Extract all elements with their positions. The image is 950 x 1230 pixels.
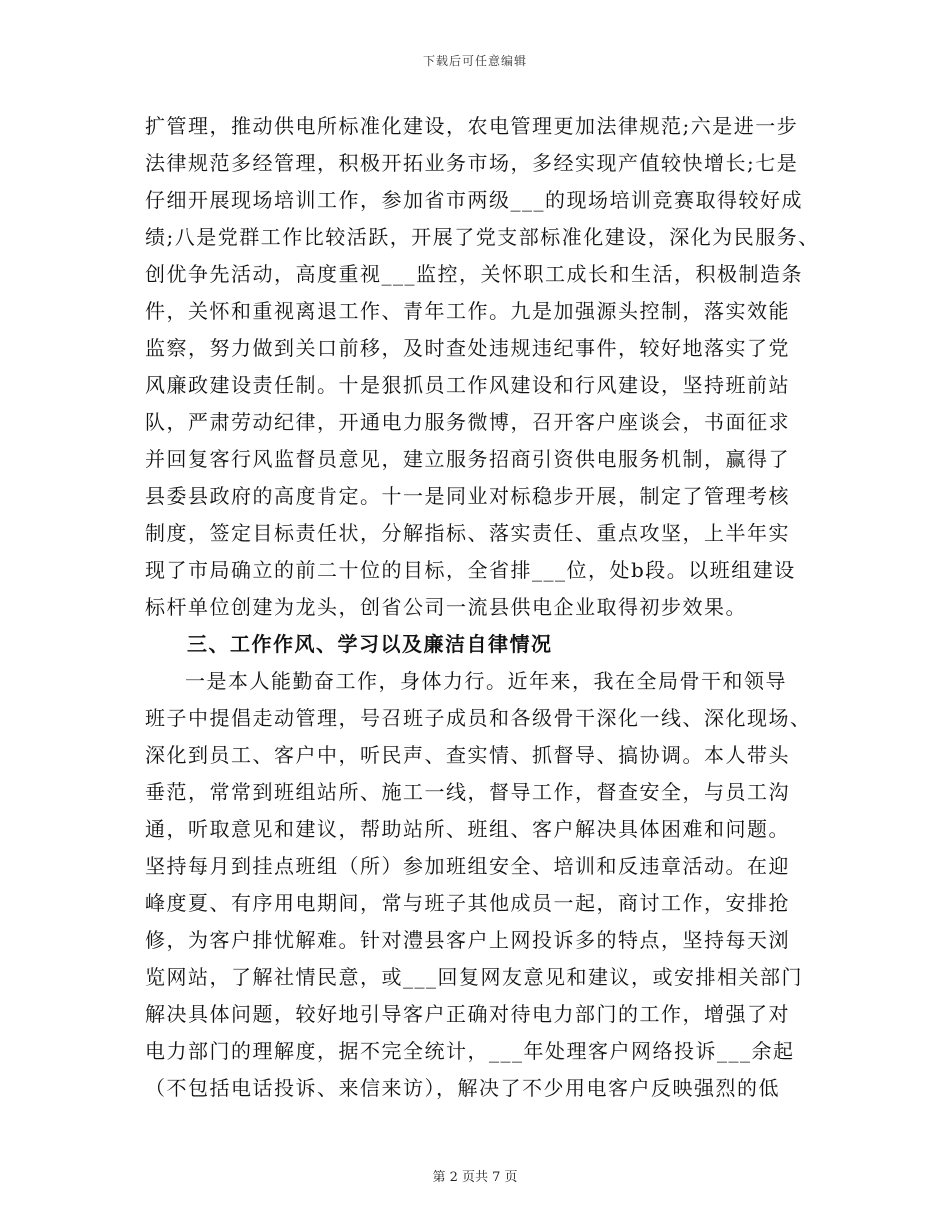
section-line: 坚持每月到挂点班组（所）参加班组安全、培训和反违章活动。在迎 — [145, 854, 790, 878]
body-line: 县委县政府的高度肯定。十一是同业对标稳步开展，制定了管理考核 — [145, 484, 790, 508]
body-line: 法律规范多经管理，积极开拓业务市场，多经实现产值较快增长;七是 — [145, 151, 799, 175]
section-line: 电力部门的理解度，据不完全统计，___年处理客户网络投诉___余起 — [145, 1039, 795, 1063]
body-line: 扩管理，推动供电所标准化建设，农电管理更加法律规范;六是进一步 — [145, 114, 799, 138]
section-heading: 三、工作作风、学习以及廉洁自律情况 — [187, 632, 553, 656]
section-line: 通，听取意见和建议，帮助站所、班组、客户解决具体困难和问题。 — [145, 817, 790, 841]
section-line: （不包括电话投诉、来信来访），解决了不少用电客户反映强烈的低 — [145, 1076, 780, 1100]
section-line: 峰度夏、有序用电期间，常与班子其他成员一起，商讨工作，安排抢 — [145, 891, 790, 915]
section-line: 修，为客户排忧解难。针对澧县客户上网投诉多的特点，坚持每天浏 — [145, 928, 790, 952]
body-line: 并回复客行风监督员意见，建立服务招商引资供电服务机制，赢得了 — [145, 447, 790, 471]
section-line: 班子中提倡走动管理，号召班子成员和各级骨干深化一线、深化现场、 — [145, 706, 812, 730]
body-line: 绩;八是党群工作比较活跃，开展了党支部标准化建设，深化为民服务、 — [145, 225, 820, 249]
body-line: 创优争先活动，高度重视___监控，关怀职工成长和生活，积极制造条 — [145, 262, 803, 286]
body-line: 标杆单位创建为龙头，创省公司一流县供电企业取得初步效果。 — [145, 595, 747, 619]
body-line: 现了市局确立的前二十位的目标，全省排___位，处b段。以班组建设 — [145, 558, 796, 582]
section-line: 览网站，了解社情民意，或___回复网友意见和建议，或安排相关部门 — [145, 965, 803, 989]
section-line: 一是本人能勤奋工作，身体力行。近年来，我在全局骨干和领导 — [185, 669, 787, 693]
body-line: 监察，努力做到关口前移，及时查处违规违纪事件，较好地落实了党 — [145, 336, 790, 360]
body-line: 件，关怀和重视离退工作、青年工作。九是加强源头控制，落实效能 — [145, 299, 790, 323]
section-line: 深化到员工、客户中，听民声、查实情、抓督导、搞协调。本人带头 — [145, 743, 790, 767]
document-body — [145, 108, 820, 1107]
section-line: 垂范，常常到班组站所、施工一线，督导工作，督查安全，与员工沟 — [145, 780, 790, 804]
body-line: 仔细开展现场培训工作，参加省市两级___的现场培训竞赛取得较好成 — [145, 188, 803, 212]
body-line: 队，严肃劳动纪律，开通电力服务微博，召开客户座谈会，书面征求 — [145, 410, 790, 434]
body-line: 制度，签定目标责任状，分解指标、落实责任、重点攻坚，上半年实 — [145, 521, 790, 545]
page-header: 下载后可任意编辑 — [422, 54, 527, 68]
page-footer: 第 2 页共 7 页 — [432, 1170, 518, 1185]
body-line: 风廉政建设责任制。十是狠抓员工作风建设和行风建设，坚持班前站 — [145, 373, 790, 397]
section-line: 解决具体问题，较好地引导客户正确对待电力部门的工作，增强了对 — [145, 1002, 790, 1026]
